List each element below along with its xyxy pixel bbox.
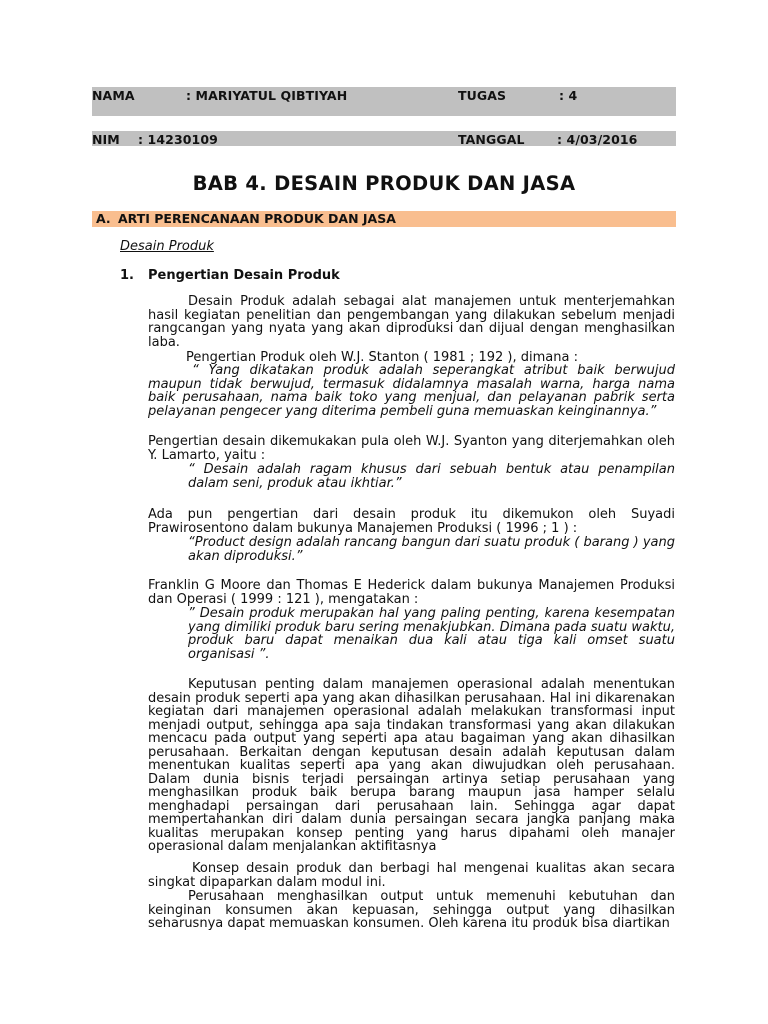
section-number: A. — [96, 211, 111, 226]
quote-3: “Product design adalah rancang bangun dari suatu produk ( barang ) yang akan diproduksi.” — [188, 535, 675, 564]
quote-2: “ Desain adalah ragam khusus dari sebuah bentuk atau penampilan dalam seni, produk atau ikhtiar.” — [188, 462, 675, 491]
tanggal-label: TANGGAL — [458, 132, 525, 147]
paragraph-6: Keputusan penting dalam manajemen operasional adalah menentukan desain produk seperti apa yang akan dihasilkan perusahaan. Hal ini dikarenakan kegiatan dari manajemen operasional adalah melakukan transformasi input menjadi output, sehingga apa saja tindakan transformasi yang akan dilakukan mencacu pada output yang seperti apa atau bagaiman yang akan dihasilkan perusahaan. Berkaitan dengan keputusan desain adalah keputusan dalam menentukan kualitas seperti apa yang akan diwujudkan oleh perusahaan. Dalam dunia bisnis terjadi persaingan artinya setiap perusahaan yang menghasilkan produk baik berupa barang maupun jasa hamper selalu menghadapi persaingan dari perusahaan lain. Sehingga agar dapat mempertahankan diri dalam dunia persaingan secara jangka panjang maka kualitas merupakan konsep penting yang harus dipahami oleh manajer operasional dalam menjalankan aktifitasnya — [148, 677, 675, 854]
tugas-label: TUGAS — [458, 88, 507, 103]
item-number: 1. — [120, 268, 134, 283]
paragraph-3: Pengertian desain dikemukakan pula oleh W.J. Syanton yang diterjemahkan oleh Y. Lamarto, yaitu : — [148, 434, 675, 463]
page-title: BAB 4. DESAIN PRODUK DAN JASA — [192, 172, 576, 195]
paragraph-5: Franklin G Moore dan Thomas E Hederick dalam bukunya Manajemen Produksi dan Operasi ( 1999 : 121 ), mengatakan : — [148, 578, 675, 607]
item-title: Pengertian Desain Produk — [148, 268, 340, 283]
tugas-value: : 4 — [559, 88, 578, 103]
section-heading — [92, 211, 676, 227]
quote-4: ” Desain produk merupakan hal yang paling penting, karena kesempatan yang dimiliki produk baru sering menakjubkan. Dimana pada suatu waktu, produk baru dapat menaikan dua kali atau tiga kali omset suatu organisasi ”. — [188, 606, 675, 662]
tanggal-value: : 4/03/2016 — [557, 132, 638, 147]
paragraph-2: Pengertian Produk oleh W.J. Stanton ( 1981 ; 192 ), dimana : — [186, 350, 578, 365]
paragraph-7: Konsep desain produk dan berbagi hal mengenai kualitas akan secara singkat dipaparkan dalam modul ini. — [148, 861, 675, 890]
nama-value: : MARIYATUL QIBTIYAH — [186, 88, 348, 103]
paragraph-4: Ada pun pengertian dari desain produk itu dikemukon oleh Suyadi Prawirosentono dalam bukunya Manajemen Produksi ( 1996 ; 1 ) : — [148, 507, 675, 536]
section-title: ARTI PERENCANAAN PRODUK DAN JASA — [118, 211, 396, 226]
paragraph-8: Perusahaan menghasilkan output untuk memenuhi kebutuhan dan keinginan konsumen akan kepuasan, sehingga output yang dihasilkan seharusnya dapat memuaskan konsumen. Oleh karena itu produk bisa diartikan — [148, 889, 675, 931]
subheading: Desain Produk — [120, 239, 214, 254]
nim-value: : 14230109 — [138, 132, 218, 147]
header-row-nim — [92, 131, 676, 146]
quote-1: “ Yang dikatakan produk adalah seperangkat atribut baik berwujud maupun tidak berwujud, termasuk didalamnya masalah warna, harga nama baik perusahaan, nama baik toko yang menjual, dan pelayanan pabrik serta pelayanan pengecer yang diterima pembeli guna memuaskan keinginannya.” — [148, 363, 675, 419]
nama-label: NAMA — [92, 88, 135, 103]
nim-label: NIM — [92, 132, 120, 147]
header-row-name — [92, 87, 676, 116]
paragraph-1: Desain Produk adalah sebagai alat manajemen untuk menterjemahkan hasil kegiatan penelitian dan pengembangan yang dilakukan sebelum menjadi rangcangan yang nyata yang akan diproduksi dan dijual dengan menghasilkan laba. — [148, 294, 675, 350]
